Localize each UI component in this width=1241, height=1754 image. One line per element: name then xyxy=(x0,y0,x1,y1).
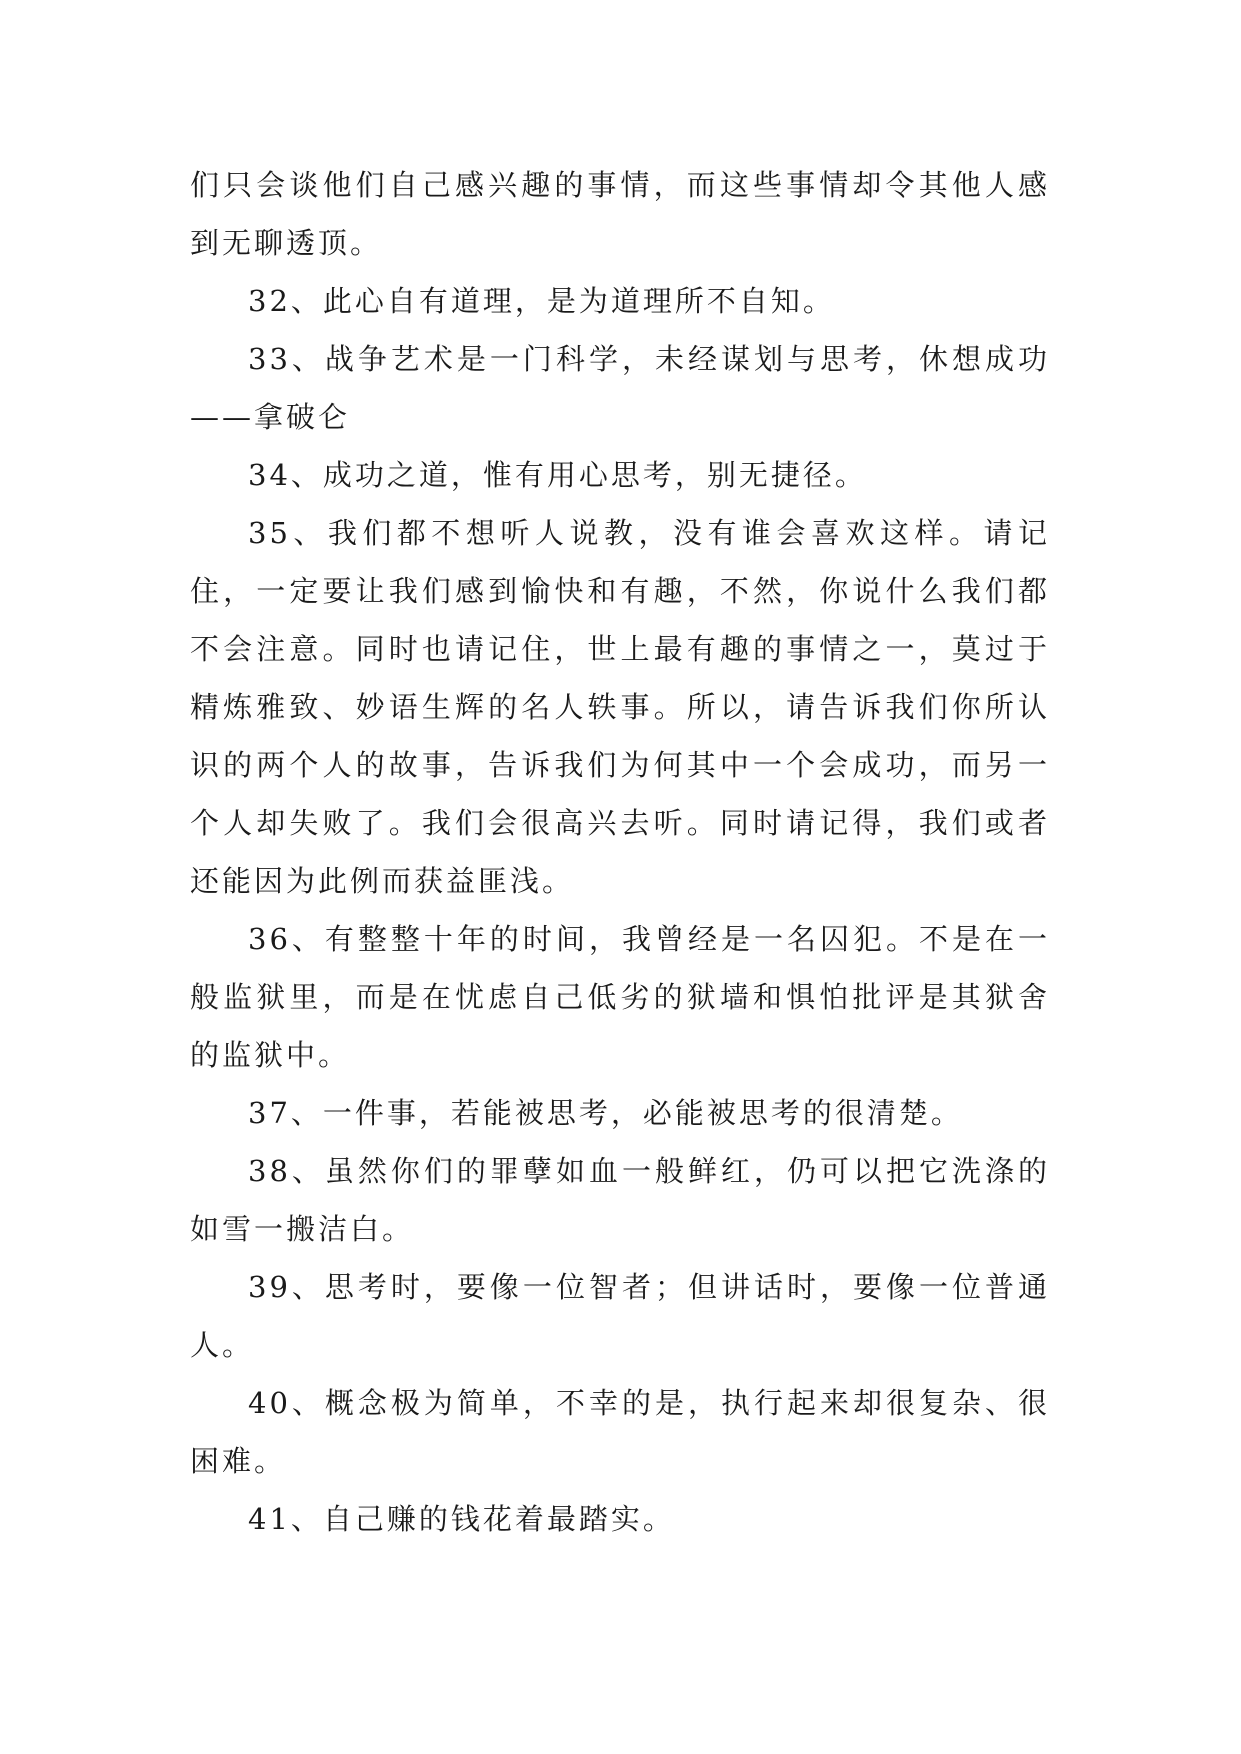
document-body xyxy=(190,156,1050,1548)
paragraph-32: 32、此心自有道理，是为道理所不自知。 xyxy=(248,284,835,318)
paragraph-40: 40、概念极为简单，不幸的是，执行起来却很复杂、很困难。 xyxy=(190,1386,1050,1478)
paragraph-33: 33、战争艺术是一门科学，未经谋划与思考，休想成功——拿破仑 xyxy=(190,342,1050,434)
paragraph-continued: 们只会谈他们自己感兴趣的事情，而这些事情却令其他人感到无聊透顶。 xyxy=(190,168,1050,260)
paragraph-34: 34、成功之道，惟有用心思考，别无捷径。 xyxy=(248,458,867,492)
paragraph-36: 36、有整整十年的时间，我曾经是一名囚犯。不是在一般监狱里，而是在忧虑自己低劣的狱墙和惧怕批评是其狱舍的监狱中。 xyxy=(190,922,1050,1072)
paragraph-39: 39、思考时，要像一位智者；但讲话时，要像一位普通人。 xyxy=(190,1270,1050,1362)
paragraph-38: 38、虽然你们的罪孽如血一般鲜红，仍可以把它洗涤的如雪一搬洁白。 xyxy=(190,1154,1050,1246)
paragraph-35: 35、我们都不想听人说教，没有谁会喜欢这样。请记住，一定要让我们感到愉快和有趣，不然，你说什么我们都不会注意。同时也请记住，世上最有趣的事情之一，莫过于精炼雅致、妙语生辉的名人轶事。所以，请告诉我们你所认识的两个人的故事，告诉我们为何其中一个会成功，而另一个人却失败了。我们会很高兴去听。同时请记得，我们或者还能因为此例而获益匪浅。 xyxy=(190,516,1050,898)
paragraph-41: 41、自己赚的钱花着最踏实。 xyxy=(248,1502,675,1536)
paragraph-37: 37、一件事，若能被思考，必能被思考的很清楚。 xyxy=(248,1096,963,1130)
